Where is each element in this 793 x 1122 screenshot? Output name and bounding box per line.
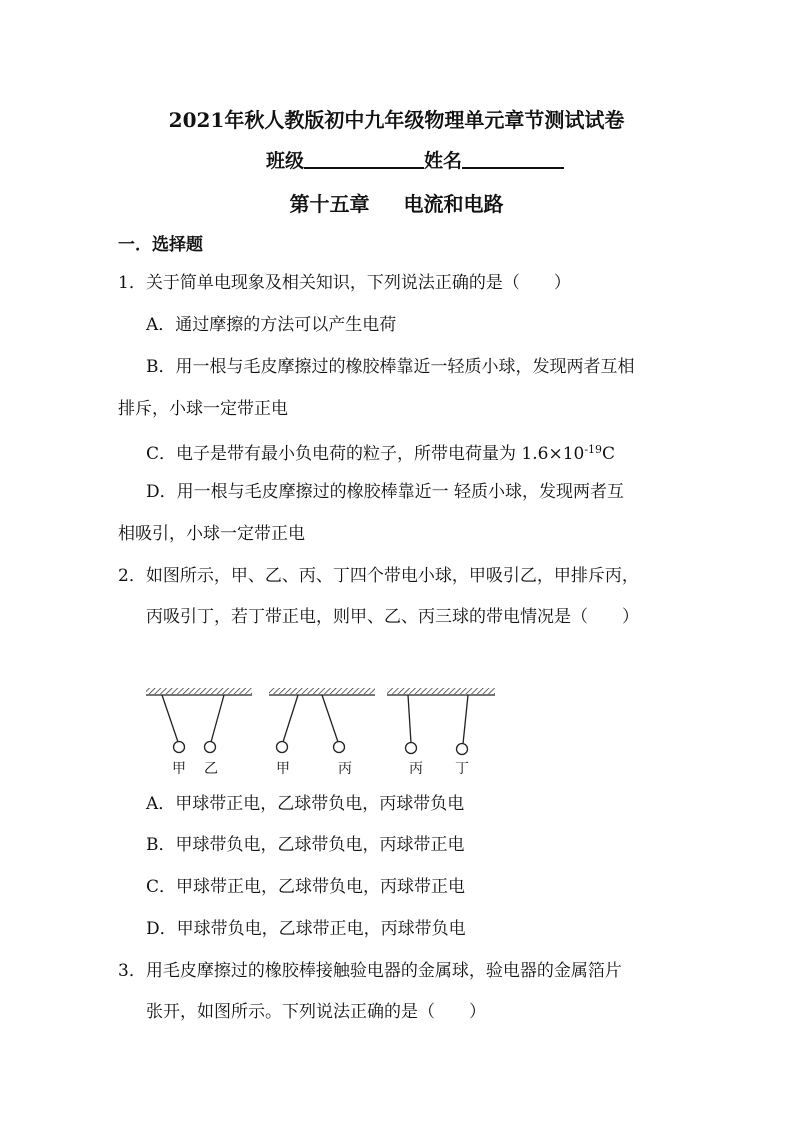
q2-option-b: B．甲球带负电，乙球带负电，丙球带正电 xyxy=(146,835,465,855)
thread-ding xyxy=(463,695,468,744)
ball-bing-2 xyxy=(406,743,417,754)
figure-label-bing-1: 丙 xyxy=(338,761,352,777)
thread-yi xyxy=(211,695,224,742)
q2-option-d: D．甲球带负电，乙球带正电，丙球带负电 xyxy=(146,919,466,939)
name-label: 姓名 xyxy=(424,150,463,172)
figure-label-jia-1: 甲 xyxy=(172,761,186,777)
thread-jia-1 xyxy=(162,695,178,742)
thread-jia-2 xyxy=(283,695,298,742)
q1-option-c-text: C．电子是带有最小负电荷的粒子，所带电荷量为 1.6×10 xyxy=(146,444,585,464)
figure-label-ding: 丁 xyxy=(455,761,469,777)
q2-option-a: A．甲球带正电，乙球带负电，丙球带负电 xyxy=(146,794,465,814)
class-label: 班级 xyxy=(266,150,305,172)
chapter-number: 第十五章 xyxy=(289,192,370,216)
q1-option-d-line1: D．用一根与毛皮摩擦过的橡胶棒靠近一 轻质小球，发现两者互 xyxy=(146,482,625,502)
q2-figure-hanging-balls xyxy=(140,680,510,780)
q1-option-b-line2: 排斥，小球一定带正电 xyxy=(118,399,288,419)
q1-option-c-exponent: -19 xyxy=(584,443,603,456)
ball-jia-2 xyxy=(277,742,288,753)
ball-bing-1 xyxy=(334,742,345,753)
ceiling-bar-1 xyxy=(146,688,252,694)
ceiling-bar-3 xyxy=(387,688,495,694)
q2-option-c: C．甲球带正电，乙球带负电，丙球带正电 xyxy=(146,877,466,897)
q1-option-c xyxy=(146,440,615,464)
class-blank[interactable] xyxy=(304,149,424,169)
ball-ding xyxy=(457,744,468,755)
thread-bing-2 xyxy=(408,695,411,743)
q2-stem-line2: 丙吸引丁，若丁带正电，则甲、乙、丙三球的带电情况是（ ） xyxy=(146,607,639,627)
q3-stem-line1: 3．用毛皮摩擦过的橡胶棒接触验电器的金属球，验电器的金属箔片 xyxy=(118,961,622,981)
q1-option-c-unit: C xyxy=(602,444,616,464)
q3-stem-line2: 张开，如图所示。下列说法正确的是（ ） xyxy=(146,1002,486,1022)
ball-yi xyxy=(205,742,216,753)
ceiling-bar-2 xyxy=(269,688,375,694)
q1-option-a: A．通过摩擦的方法可以产生电荷 xyxy=(146,315,397,335)
student-info-line xyxy=(266,146,564,173)
chapter-heading xyxy=(0,188,793,217)
figure-label-bing-2: 丙 xyxy=(409,761,423,777)
chapter-title: 电流和电路 xyxy=(403,192,504,216)
name-blank[interactable] xyxy=(462,149,564,169)
q1-option-b-line1: B．用一根与毛皮摩擦过的橡胶棒靠近一轻质小球，发现两者互相 xyxy=(146,357,635,377)
q2-stem-line1: 2．如图所示，甲、乙、丙、丁四个带电小球，甲吸引乙，甲排斥丙， xyxy=(118,566,639,586)
figure-label-jia-2: 甲 xyxy=(276,761,290,777)
q1-option-d-line2: 相吸引，小球一定带正电 xyxy=(118,524,305,544)
figure-label-yi: 乙 xyxy=(204,761,218,777)
ball-jia-1 xyxy=(174,742,185,753)
section-heading: 一．选择题 xyxy=(118,235,203,255)
thread-bing-1 xyxy=(322,695,338,742)
exam-title: 2021年秋人教版初中九年级物理单元章节测试试卷 xyxy=(168,108,625,132)
q1-stem: 1．关于简单电现象及相关知识，下列说法正确的是（ ） xyxy=(118,273,571,293)
